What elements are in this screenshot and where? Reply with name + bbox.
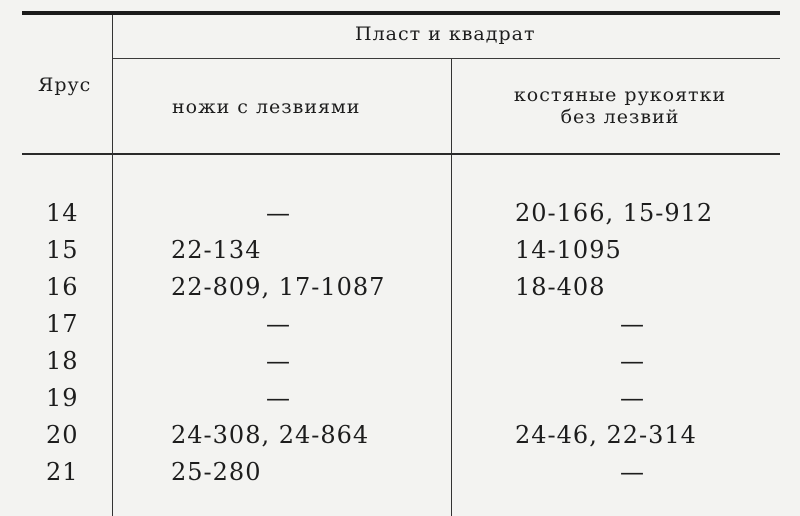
table-row xyxy=(0,347,800,384)
header-knives: ножи с лезвиями xyxy=(172,96,361,118)
cell-handles: — xyxy=(620,458,645,486)
cell-knives: 25-280 xyxy=(171,458,262,486)
table-row xyxy=(0,458,800,495)
cell-knives: 22-134 xyxy=(171,236,262,264)
cell-yarus: 14 xyxy=(46,199,79,227)
column-divider-header xyxy=(451,59,452,153)
header-yarus: Ярус xyxy=(38,74,92,96)
cell-yarus: 20 xyxy=(46,421,79,449)
table-row xyxy=(0,236,800,273)
cell-handles: — xyxy=(620,384,645,412)
cell-handles: 14-1095 xyxy=(515,236,622,264)
table-row xyxy=(0,273,800,310)
cell-handles: 20-166, 15-912 xyxy=(515,199,714,227)
cell-knives: — xyxy=(266,384,291,412)
cell-knives: 24-308, 24-864 xyxy=(171,421,370,449)
table-row xyxy=(0,421,800,458)
top-rule xyxy=(22,11,780,15)
cell-knives: 22-809, 17-1087 xyxy=(171,273,386,301)
header-group: Пласт и квадрат xyxy=(355,23,536,45)
table-row xyxy=(0,199,800,236)
cell-yarus: 15 xyxy=(46,236,79,264)
header-handles-line1: костяные рукоятки xyxy=(513,84,727,106)
cell-yarus: 18 xyxy=(46,347,79,375)
cell-handles: 18-408 xyxy=(515,273,606,301)
header-handles xyxy=(500,84,740,128)
cell-handles: 24-46, 22-314 xyxy=(515,421,697,449)
cell-yarus: 19 xyxy=(46,384,79,412)
table-row xyxy=(0,310,800,347)
header-bottom-rule xyxy=(22,153,780,155)
cell-knives: — xyxy=(266,199,291,227)
cell-knives: — xyxy=(266,347,291,375)
cell-knives: — xyxy=(266,310,291,338)
cell-yarus: 21 xyxy=(46,458,79,486)
group-underline xyxy=(113,58,780,59)
cell-yarus: 17 xyxy=(46,310,79,338)
cell-yarus: 16 xyxy=(46,273,79,301)
table-row xyxy=(0,384,800,421)
header-handles-line2: без лезвий xyxy=(560,106,680,128)
cell-handles: — xyxy=(620,347,645,375)
cell-handles: — xyxy=(620,310,645,338)
